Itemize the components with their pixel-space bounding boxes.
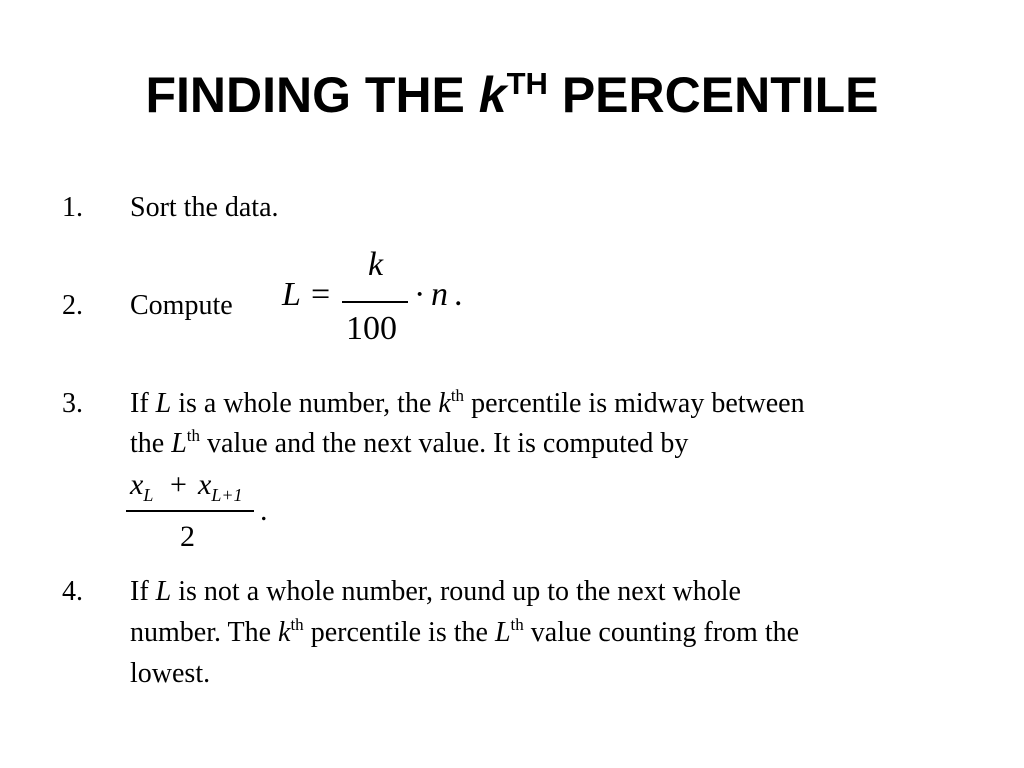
step-number: 1. xyxy=(62,192,83,223)
formula-equals: = xyxy=(311,276,331,313)
formula-period: . xyxy=(454,276,463,313)
step-text: Compute xyxy=(130,290,233,321)
title-k: k xyxy=(478,67,507,123)
fraction-bar xyxy=(342,301,408,303)
step-text-line-1: If L is not a whole number, round up to the next whole xyxy=(130,576,741,607)
title-prefix: FINDING THE xyxy=(145,67,479,123)
title-suffix: PERCENTILE xyxy=(547,67,879,123)
formula-period: . xyxy=(260,494,268,527)
formula-plus: + xyxy=(170,468,187,501)
formula-numerator-k: k xyxy=(368,246,384,283)
formula-sub1: L xyxy=(143,485,154,505)
variable-k: k xyxy=(438,388,451,419)
step-text-line-1: If L is a whole number, the $k^{th}$ percentile is midway between xyxy=(130,386,805,419)
formula-sub2: L+1 xyxy=(211,485,243,505)
step-number: 4. xyxy=(62,576,83,607)
formula-L: L xyxy=(282,276,301,313)
variable-L: L xyxy=(155,388,172,419)
step-text-line-3: lowest. xyxy=(130,658,211,689)
title-th: TH xyxy=(506,66,548,101)
step-text-line-2: number. The $k^{th}$ percentile is the Lth value counting from the xyxy=(130,615,800,648)
page-title xyxy=(0,62,1024,135)
step-number: 2. xyxy=(62,290,83,321)
step-number: 3. xyxy=(62,388,83,419)
formula-x1: x xyxy=(130,468,144,501)
formula-denominator: 2 xyxy=(180,520,195,553)
variable-k: k xyxy=(278,617,291,648)
variable-L: L xyxy=(494,617,511,648)
variable-L: L xyxy=(171,428,187,459)
fraction-bar xyxy=(126,510,254,512)
formula-denominator: 100 xyxy=(346,310,397,347)
midway-formula xyxy=(122,468,302,558)
step-text-line-2: the Lth value and the next value. It is computed by xyxy=(130,426,689,459)
formula-x2: x xyxy=(198,468,212,501)
formula-n: n xyxy=(431,276,448,313)
percentile-location-formula xyxy=(280,246,480,352)
step-text: Sort the data. xyxy=(130,192,279,223)
variable-L: L xyxy=(155,576,172,607)
formula-dot: · xyxy=(414,276,426,313)
